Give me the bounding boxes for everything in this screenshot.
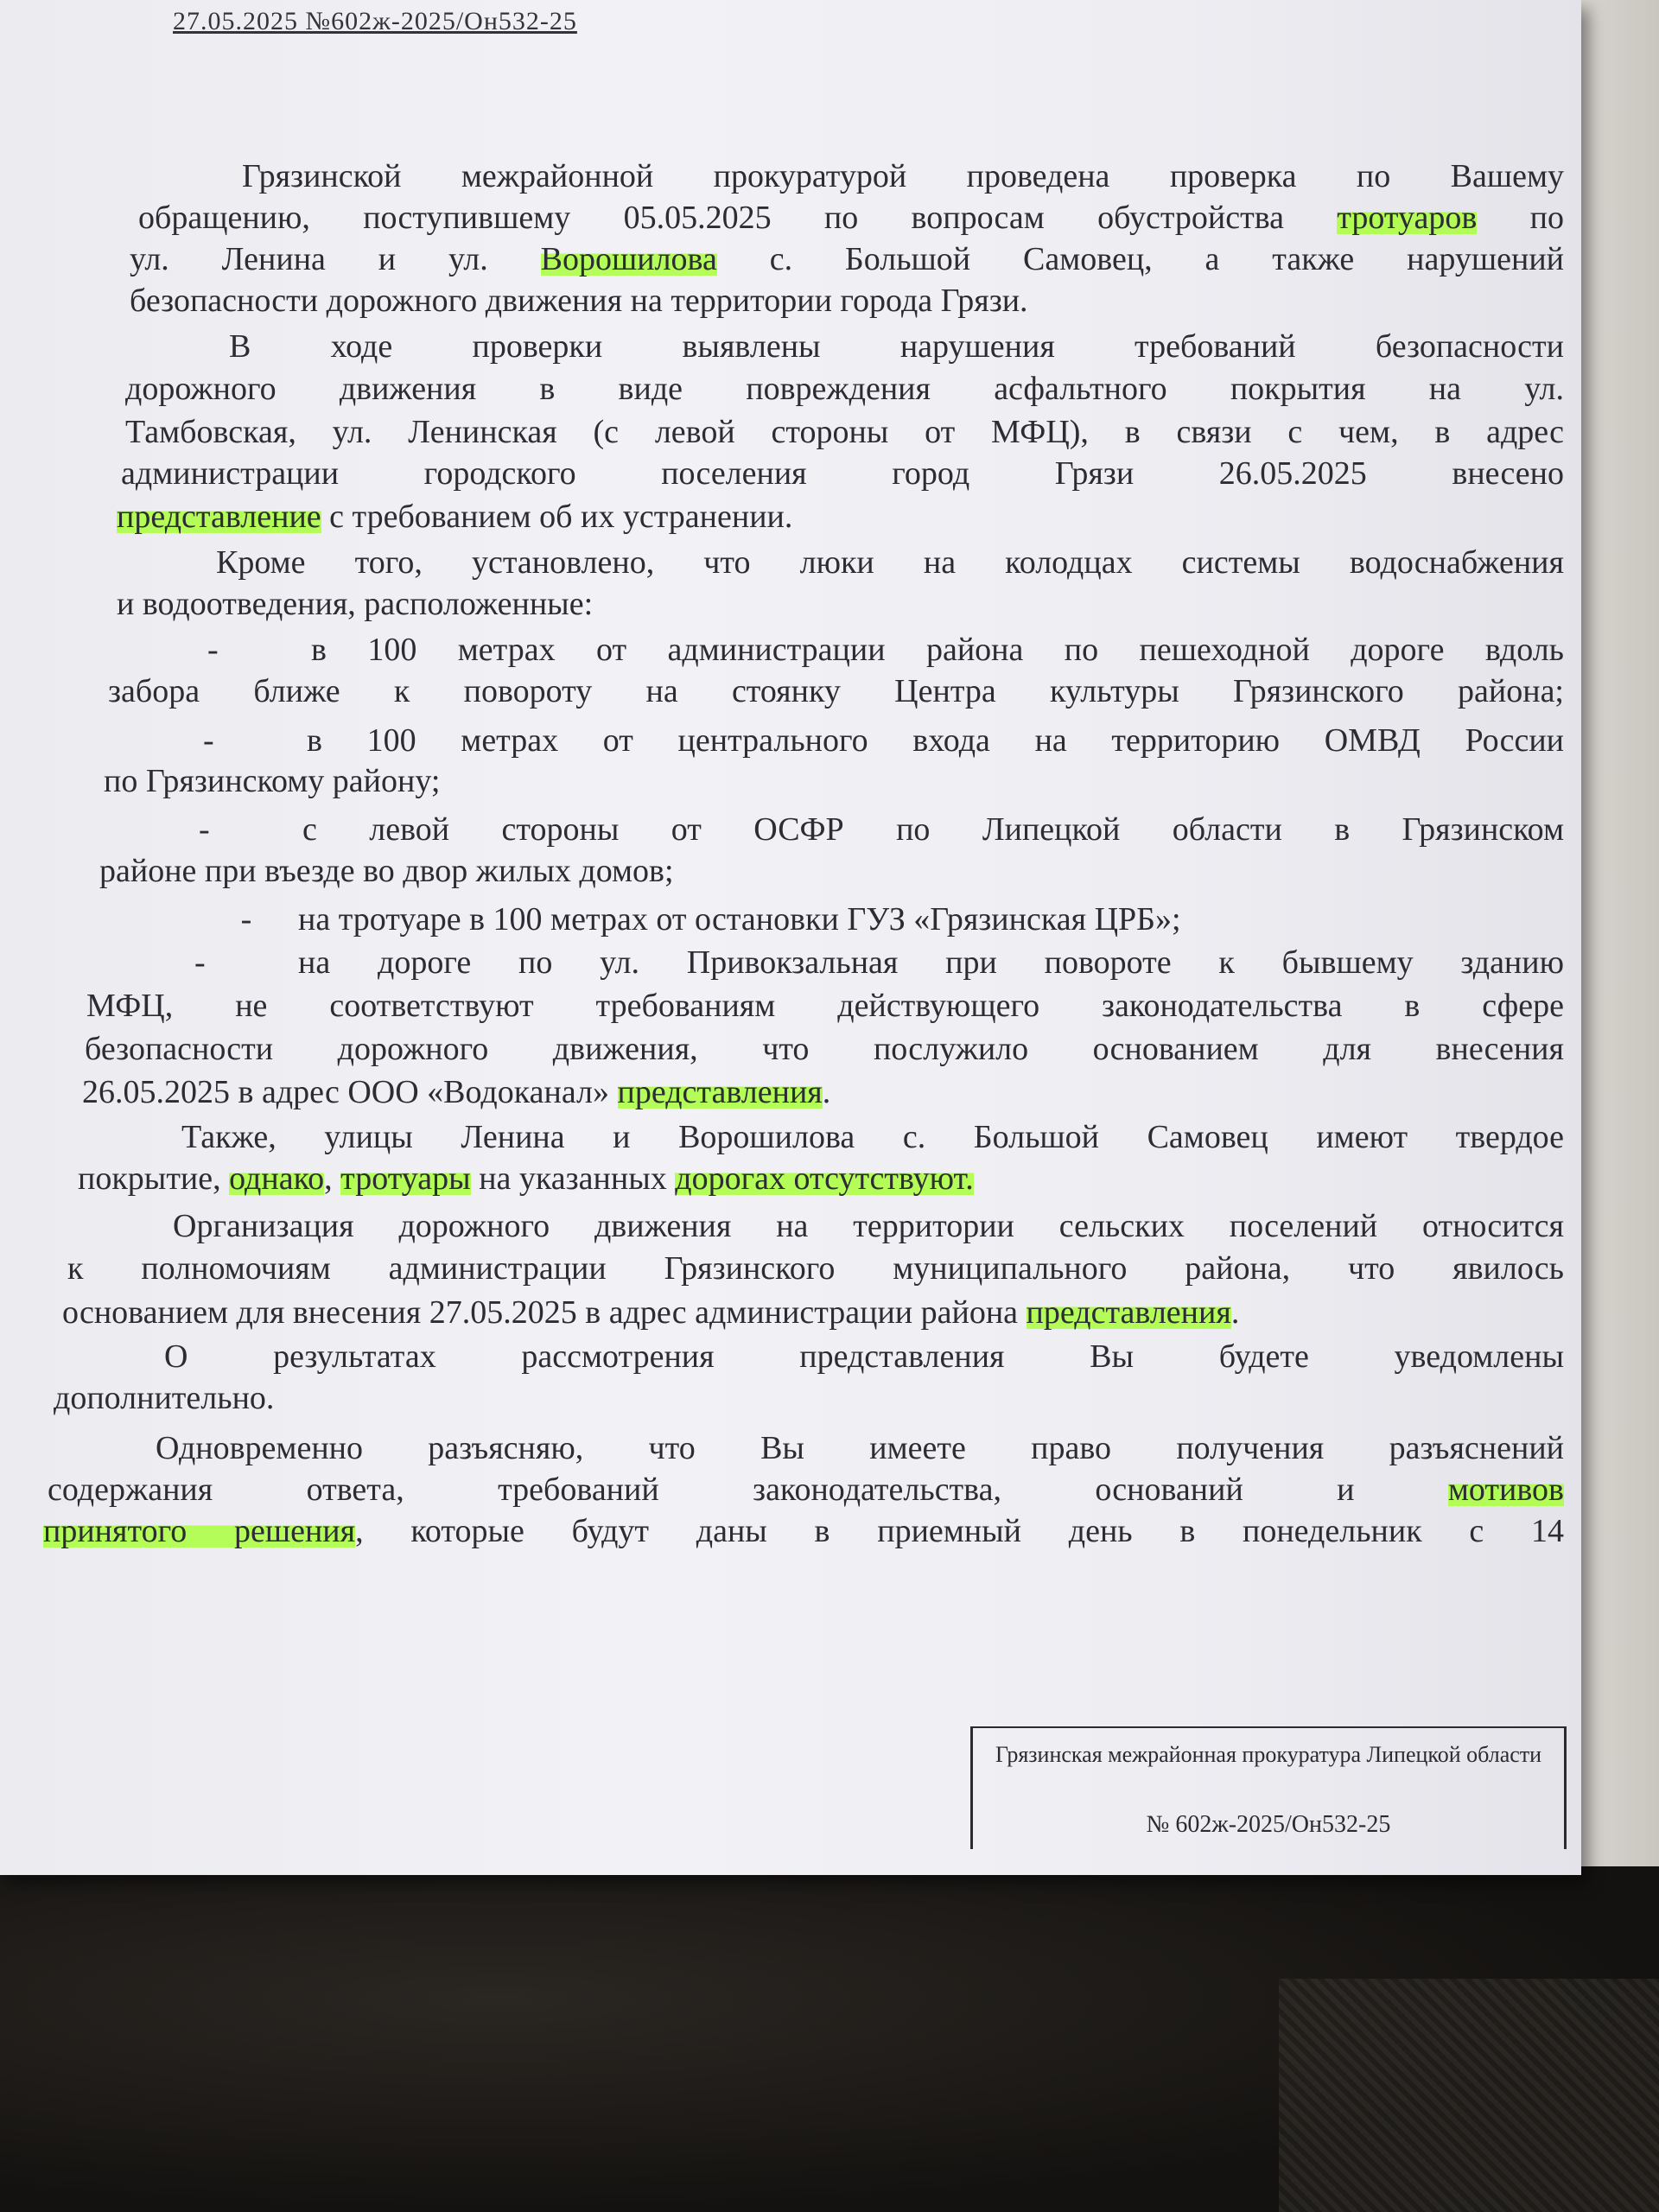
highlighted-text: представления xyxy=(1026,1294,1231,1331)
highlighted-text: представления xyxy=(617,1074,823,1110)
highlighted-text: тротуары xyxy=(340,1160,471,1197)
letter-text: О результатах рассмотрения представления Вы будете уведомлены xyxy=(164,1338,1564,1375)
letter-text: покрытие, xyxy=(78,1160,230,1197)
letter-text: безопасности дорожного движения, что послужило основанием для внесения xyxy=(85,1031,1564,1067)
letter-line xyxy=(125,368,1564,410)
letter-line xyxy=(229,326,1564,368)
list-bullet-dash: - xyxy=(203,722,214,759)
letter-text: на указанных xyxy=(470,1160,676,1197)
letter-text: забора ближе к повороту на стоянку Центра культуры Грязинского района; xyxy=(108,673,1564,709)
letter-text: в 100 метрах от центрального входа на территорию ОМВД России xyxy=(307,722,1564,759)
registration-stamp xyxy=(970,1726,1567,1849)
letter-line xyxy=(104,760,1564,803)
letter-line xyxy=(62,1292,1564,1334)
letter-line xyxy=(203,720,1564,762)
letter-text: Одновременно разъясняю, что Вы имеете право получения разъяснений xyxy=(156,1430,1564,1466)
letter-text: 26.05.2025 в адрес ООО «Водоканал» xyxy=(82,1074,618,1110)
list-bullet-dash: - xyxy=(194,944,206,981)
letter-text: обращению, поступившему 05.05.2025 по вопросам обустройства xyxy=(138,200,1338,236)
letter-text: Тамбовская, ул. Ленинская (с левой стороны от МФЦ), в связи с чем, в адрес xyxy=(125,414,1564,450)
letter-line xyxy=(48,1469,1564,1511)
letter-text: МФЦ, не соответствуют требованиям действующего законодательства в сфере xyxy=(86,988,1564,1024)
letter-line xyxy=(117,496,1564,538)
letter-text: , xyxy=(324,1160,341,1197)
letter-text: к полномочиям администрации Грязинского муниципального района, что явилось xyxy=(67,1250,1564,1287)
letter-text: , которые будут даны в приемный день в понедельник с 14 xyxy=(355,1513,1565,1549)
letter-reference: 27.05.2025 №602ж-2025/Он532-25 xyxy=(173,7,577,35)
letter-text: Также, улицы Ленина и Ворошилова с. Большой Самовец имеют твердое xyxy=(181,1119,1564,1155)
letter-text: Кроме того, установлено, что люки на колодцах системы водоснабжения xyxy=(216,544,1564,581)
letter-line xyxy=(121,453,1564,495)
letter-line xyxy=(130,238,1564,281)
letter-line xyxy=(138,197,1564,239)
letter-text: . xyxy=(1230,1294,1240,1331)
letter-line xyxy=(82,1071,1564,1114)
letter-line xyxy=(117,583,1564,626)
letter-text: . xyxy=(822,1074,831,1110)
highlighted-text: мотивов xyxy=(1447,1471,1564,1508)
letter-text: В ходе проверки выявлены нарушения требований безопасности xyxy=(229,328,1564,365)
letter-text: Грязинской межрайонной прокуратурой проведена проверка по Вашему xyxy=(242,158,1564,194)
letter-line xyxy=(199,809,1564,851)
letter-text: дорожного движения в виде повреждения асфальтного покрытия на ул. xyxy=(125,371,1564,407)
letter-line xyxy=(194,899,1564,941)
letter-line xyxy=(194,942,1564,984)
highlighted-text: принятого решения xyxy=(43,1513,356,1549)
letter-line xyxy=(164,1336,1564,1378)
letter-text: безопасности дорожного движения на территории города Грязи. xyxy=(130,283,1028,319)
letter-text: с левой стороны от ОСФР по Липецкой области в Грязинском xyxy=(302,811,1564,848)
letter-text: Организация дорожного движения на территории сельских поселений относится xyxy=(173,1208,1564,1244)
letter-line xyxy=(216,542,1564,584)
letter-line xyxy=(242,156,1564,198)
highlighted-text: тротуаров xyxy=(1337,200,1478,236)
letter-line xyxy=(54,1377,1564,1420)
list-bullet-dash: - xyxy=(199,811,210,848)
letter-line xyxy=(43,1510,1564,1553)
letter-line xyxy=(108,671,1564,713)
letter-line xyxy=(130,280,1564,322)
background-mat xyxy=(1279,1979,1659,2212)
letter-text: на дороге по ул. Привокзальная при повороте к бывшему зданию xyxy=(298,944,1564,981)
letter-line xyxy=(125,411,1564,454)
list-bullet-dash: - xyxy=(207,632,219,668)
letter-line xyxy=(99,850,1564,893)
letter-text: с требованием об их устранении. xyxy=(321,499,793,535)
letter-line xyxy=(86,985,1564,1027)
letter-line xyxy=(78,1158,1564,1200)
highlighted-text: однако xyxy=(229,1160,325,1197)
stamp-number: № 602ж-2025/Он532-25 xyxy=(1146,1811,1391,1838)
stamp-organization: Грязинская межрайонная прокуратура Липецкой области xyxy=(995,1742,1542,1767)
highlighted-text: Ворошилова xyxy=(540,241,717,277)
letter-text: администрации городского поселения город Грязи 26.05.2025 внесено xyxy=(121,455,1564,492)
letter-text: содержания ответа, требований законодательства, оснований и xyxy=(48,1471,1448,1508)
letter-text: и водоотведения, расположенные: xyxy=(117,586,594,622)
letter-line xyxy=(207,629,1564,671)
background-paper-edge xyxy=(1573,0,1659,1866)
highlighted-text: представление xyxy=(117,499,321,535)
letter-text: основанием для внесения 27.05.2025 в адрес администрации района xyxy=(62,1294,1027,1331)
letter-line xyxy=(85,1028,1564,1071)
letter-text: по Грязинскому району; xyxy=(104,763,441,799)
letter-text: на тротуаре в 100 метрах от остановки ГУЗ «Грязинская ЦРБ»; xyxy=(298,901,1181,938)
letter-text: районе при въезде во двор жилых домов; xyxy=(99,853,674,889)
letter-line xyxy=(181,1116,1564,1159)
letter-text: дополнительно. xyxy=(54,1380,275,1416)
letter-line xyxy=(67,1248,1564,1290)
letter-text: ул. Ленина и ул. xyxy=(130,241,541,277)
letter-text: с. Большой Самовец, а также нарушений xyxy=(716,241,1564,277)
list-bullet-dash: - xyxy=(240,901,252,938)
highlighted-text: дорогах отсутствуют. xyxy=(675,1160,974,1197)
letter-line xyxy=(156,1427,1564,1470)
letter-text: по xyxy=(1477,200,1564,236)
letter-text: в 100 метрах от администрации района по пешеходной дороге вдоль xyxy=(311,632,1564,668)
letter-line xyxy=(173,1205,1564,1248)
